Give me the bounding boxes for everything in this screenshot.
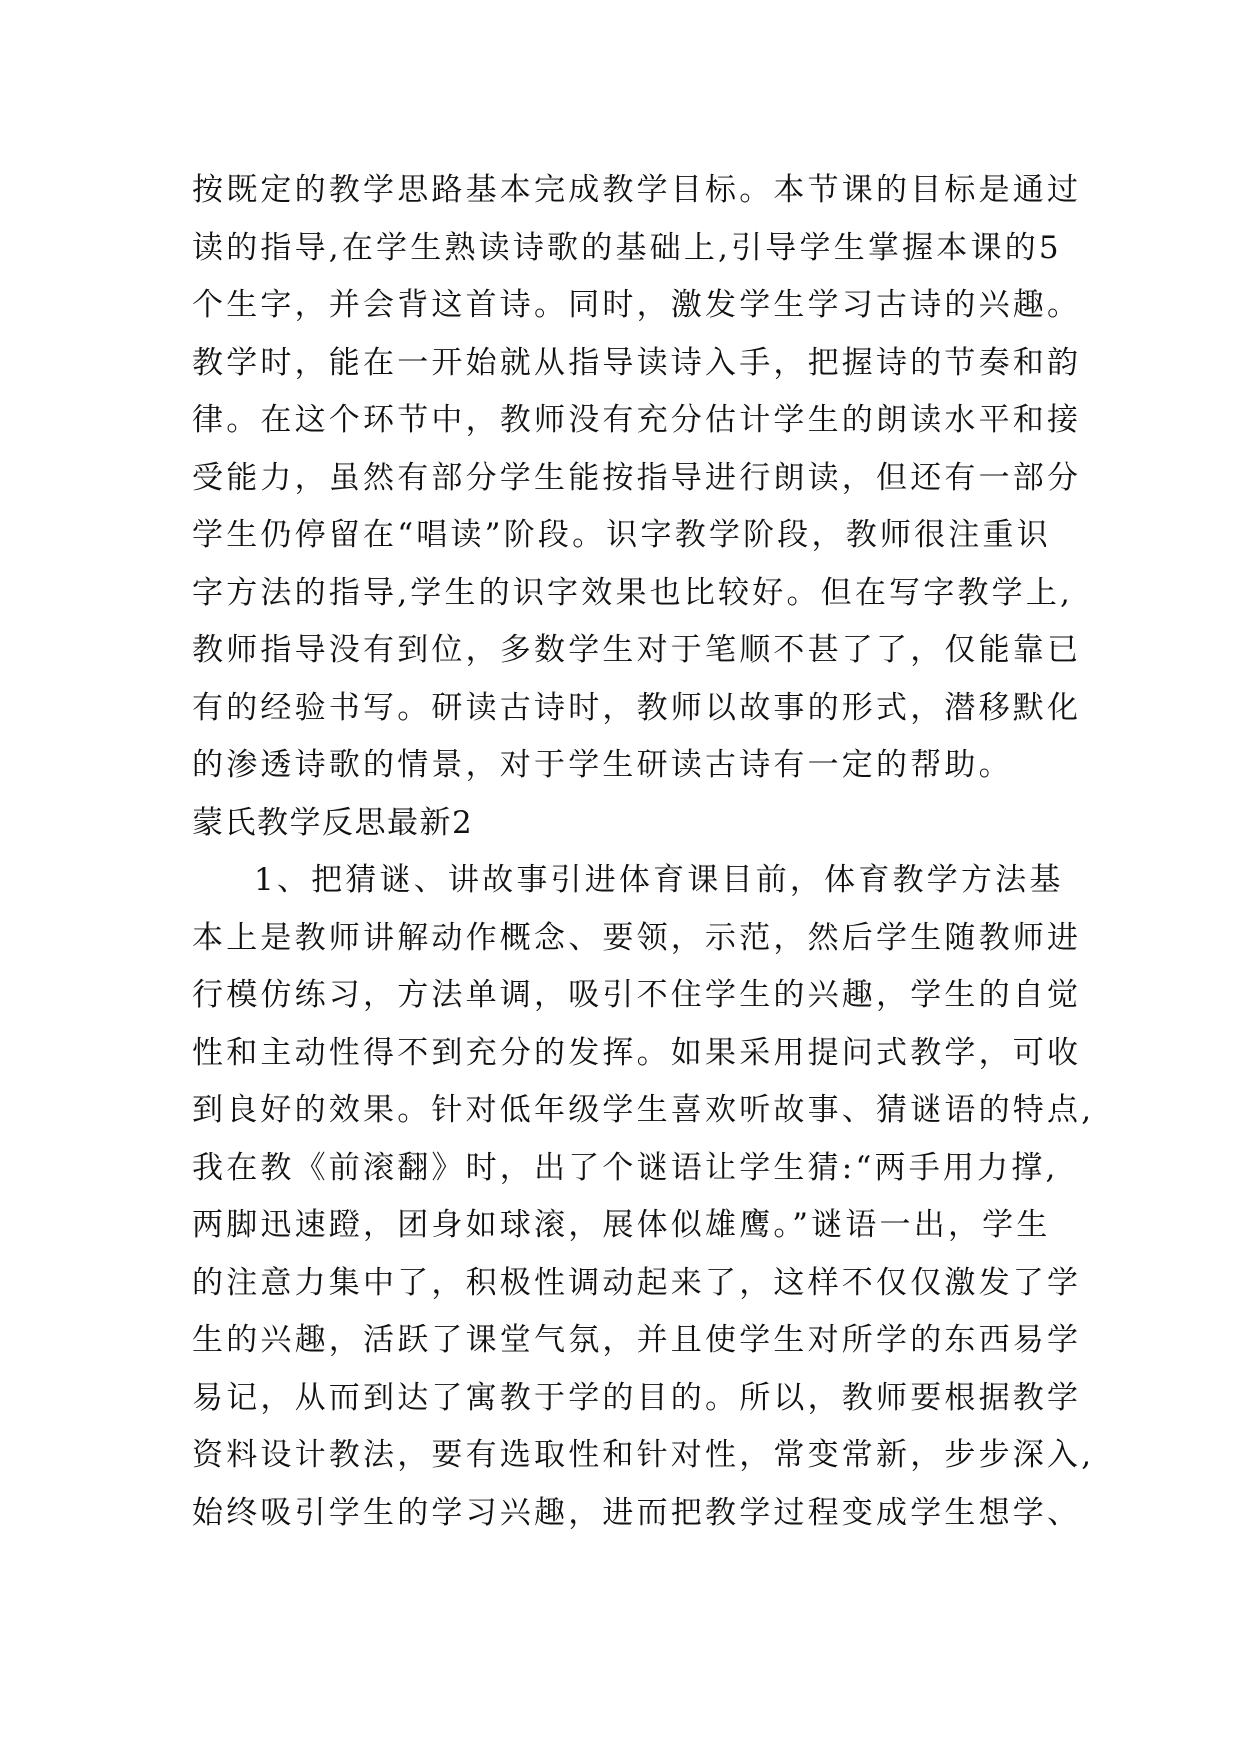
body-line: 读的指导,在学生熟读诗歌的基础上,引导学生掌握本课的5 — [192, 229, 1062, 266]
body-line: 教师指导没有到位，多数学生对于笔顺不甚了了，仅能靠已 — [192, 632, 1082, 668]
body-line: 按既定的教学思路基本完成教学目标。本节课的目标是通过 — [192, 172, 1082, 208]
section-line: 生的兴趣，活跃了课堂气氛，并且使学生对所学的东西易学 — [192, 1322, 1082, 1358]
section-line: 本上是教师讲解动作概念、要领，示范，然后学生随教师进 — [192, 919, 1082, 956]
body-line: 律。在这个环节中，教师没有充分估计学生的朗读水平和接 — [192, 402, 1082, 438]
body-line: 字方法的指导,学生的识字效果也比较好。但在写字教学上, — [192, 574, 1074, 611]
document-body — [192, 162, 1095, 1542]
body-line: 学生仍停留在“唱读”阶段。识字教学阶段，教师很注重识 — [192, 517, 1051, 553]
body-line: 个生字，并会背这首诗。同时，激发学生学习古诗的兴趣。 — [192, 287, 1082, 323]
section-line: 两脚迅速蹬，团身如球滚，展体似雄鹰。”谜语一出，学生 — [192, 1207, 1051, 1243]
section-line: 我在教《前滚翻》时，出了个谜语让学生猜:“两手用力撑, — [192, 1149, 1059, 1186]
section-line: 始终吸引学生的学习兴趣，进而把教学过程变成学生想学、 — [192, 1494, 1082, 1531]
section-line: 的注意力集中了，积极性调动起来了，这样不仅仅激发了学 — [192, 1264, 1082, 1301]
body-line: 有的经验书写。研读古诗时，教师以故事的形式，潜移默化 — [192, 689, 1082, 726]
section-line: 易记，从而到达了寓教于学的目的。所以，教师要根据教学 — [192, 1379, 1082, 1416]
section-line: 到良好的效果。针对低年级学生喜欢听故事、猜谜语的特点, — [192, 1092, 1095, 1128]
section-line: 行模仿练习，方法单调，吸引不住学生的兴趣，学生的自觉 — [192, 977, 1082, 1013]
section-line: 性和主动性得不到充分的发挥。如果采用提问式教学，可收 — [192, 1034, 1082, 1071]
body-line: 的渗透诗歌的情景，对于学生研读古诗有一定的帮助。 — [192, 747, 1013, 783]
body-line: 受能力，虽然有部分学生能按指导进行朗读，但还有一部分 — [192, 459, 1082, 496]
body-line: 教学时，能在一开始就从指导读诗入手，把握诗的节奏和韵 — [192, 344, 1082, 381]
section-line: 资料设计教法，要有选取性和针对性，常变常新，步步深入, — [192, 1437, 1095, 1473]
section-title: 蒙氏教学反思最新2 — [192, 804, 474, 841]
section-line: 1、把猜谜、讲故事引进体育课目前，体育教学方法基 — [254, 862, 1064, 898]
